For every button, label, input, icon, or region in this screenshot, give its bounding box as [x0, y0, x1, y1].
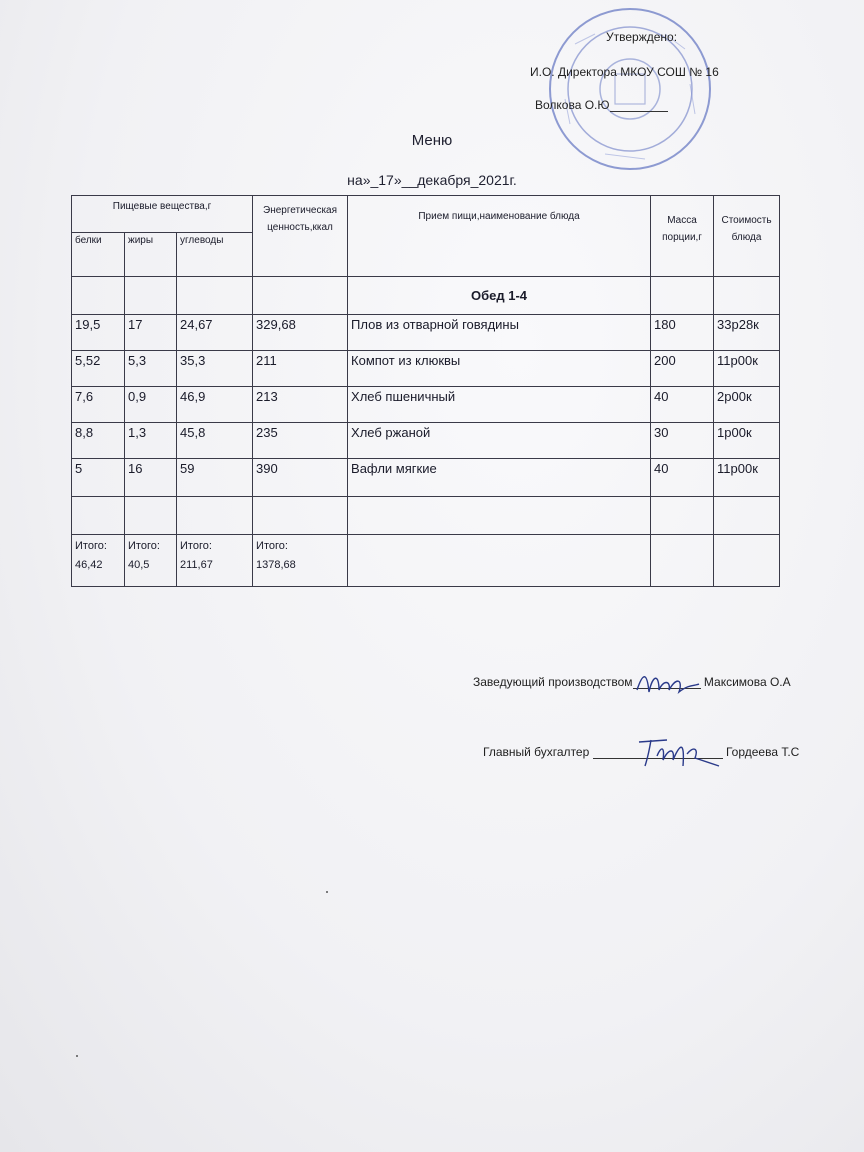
- kcal-cell: 329,68: [253, 315, 348, 351]
- carbs-cell: 24,67: [177, 315, 253, 351]
- cost-cell: 1р00к: [714, 423, 780, 459]
- header-carbs: углеводы: [177, 233, 253, 277]
- totals-row: [72, 535, 780, 587]
- empty-row: [72, 497, 780, 535]
- dish-cell: Компот из клюквы: [348, 351, 651, 387]
- handwritten-signature-icon: [633, 732, 723, 768]
- cost-cell: 11р00к: [714, 459, 780, 497]
- carbs-cell: 35,3: [177, 351, 253, 387]
- speck: [76, 1055, 78, 1057]
- speck: [326, 891, 328, 893]
- dish-cell: Плов из отварной говядины: [348, 315, 651, 351]
- table-row: [72, 315, 780, 351]
- mass-cell: 200: [651, 351, 714, 387]
- head-name: Максимова О.А: [703, 675, 791, 689]
- mass-cell: 180: [651, 315, 714, 351]
- table-row: [72, 423, 780, 459]
- handwritten-signature-icon: [633, 670, 703, 700]
- total-kcal: Итого: 1378,68: [253, 535, 348, 587]
- header-dish: Прием пищи,наименование блюда: [348, 196, 651, 277]
- total-carbs: Итого: 211,67: [177, 535, 253, 587]
- kcal-cell: 211: [253, 351, 348, 387]
- proteins-cell: 19,5: [72, 315, 125, 351]
- table-row: [72, 459, 780, 497]
- approver-position: И.О. Директора МКОУ СОШ № 16: [530, 65, 719, 79]
- cost-cell: 11р00к: [714, 351, 780, 387]
- accountant-label: Главный бухгалтер: [483, 745, 590, 759]
- dish-cell: Хлеб ржаной: [348, 423, 651, 459]
- page-title: Меню: [411, 132, 453, 149]
- header-energy: Энергетическая ценность,ккал: [253, 196, 348, 277]
- fats-cell: 16: [125, 459, 177, 497]
- approved-label: Утверждено:: [606, 30, 678, 44]
- header-mass: Масса порции,г: [651, 196, 714, 277]
- menu-date: на»_17»__декабря_2021г.: [347, 172, 517, 188]
- kcal-cell: 213: [253, 387, 348, 423]
- proteins-cell: 5,52: [72, 351, 125, 387]
- menu-table: [71, 195, 780, 587]
- kcal-cell: 390: [253, 459, 348, 497]
- dish-cell: Вафли мягкие: [348, 459, 651, 497]
- meal-label: Обед 1-4: [348, 277, 651, 315]
- carbs-cell: 45,8: [177, 423, 253, 459]
- cost-cell: 33р28к: [714, 315, 780, 351]
- total-proteins: Итого: 46,42: [72, 535, 125, 587]
- mass-cell: 40: [651, 459, 714, 497]
- mass-cell: 30: [651, 423, 714, 459]
- table-row: [72, 387, 780, 423]
- header-fats: жиры: [125, 233, 177, 277]
- total-fats: Итого: 40,5: [125, 535, 177, 587]
- fats-cell: 17: [125, 315, 177, 351]
- mass-cell: 40: [651, 387, 714, 423]
- fats-cell: 0,9: [125, 387, 177, 423]
- table-row: [72, 351, 780, 387]
- kcal-cell: 235: [253, 423, 348, 459]
- header-proteins: белки: [72, 233, 125, 277]
- accountant-name: Гордеева Т.С: [725, 745, 800, 759]
- cost-cell: 2р00к: [714, 387, 780, 423]
- fats-cell: 1,3: [125, 423, 177, 459]
- head-of-production-signature: [473, 675, 791, 689]
- approver-name-text: Волкова О.Ю: [535, 98, 610, 112]
- approver-name: [535, 98, 668, 112]
- header-cost: Стоимость блюда: [714, 196, 780, 277]
- head-label: Заведующий производством: [473, 675, 633, 689]
- carbs-cell: 46,9: [177, 387, 253, 423]
- proteins-cell: 7,6: [72, 387, 125, 423]
- accountant-signature: [483, 745, 799, 759]
- proteins-cell: 5: [72, 459, 125, 497]
- dish-cell: Хлеб пшеничный: [348, 387, 651, 423]
- fats-cell: 5,3: [125, 351, 177, 387]
- proteins-cell: 8,8: [72, 423, 125, 459]
- carbs-cell: 59: [177, 459, 253, 497]
- meal-row: [72, 277, 780, 315]
- header-nutrients: Пищевые вещества,г: [72, 196, 253, 233]
